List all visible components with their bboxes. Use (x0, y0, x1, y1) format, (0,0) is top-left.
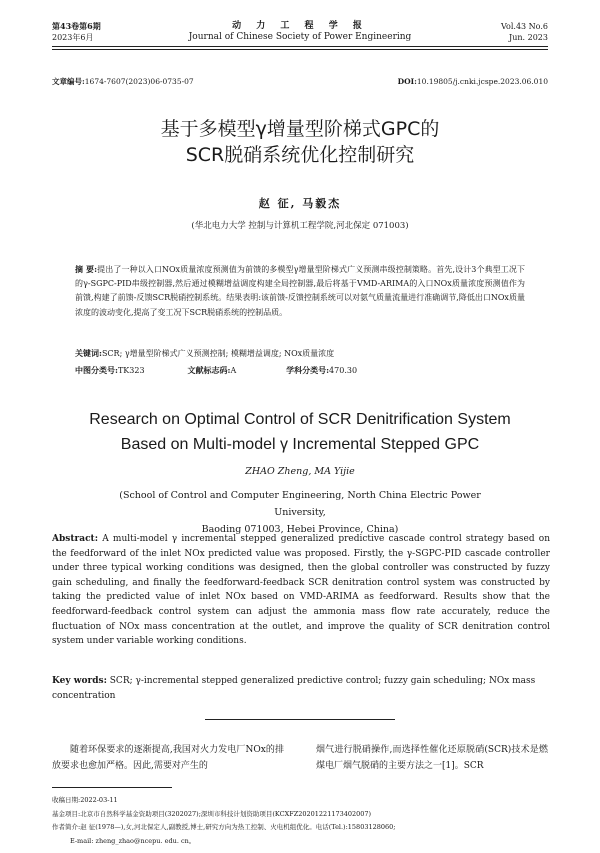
subject-code (286, 364, 357, 377)
volume-issue-en: Vol.43 No.6 (501, 22, 548, 31)
footnote-fund: 基金项目:北京市自然科学基金资助项目(3202027);深圳市科技计划资助项目(KCXFZ20201221173402007) (52, 809, 372, 818)
footnote-email: E-mail: zheng_zhao@ncepu. edu. cn。 (70, 836, 196, 845)
doc-code (188, 364, 284, 377)
keywords-cn-label: 关键词: (75, 348, 102, 358)
header-volume-cn (52, 21, 142, 43)
body-column-right: 烟气进行脱硝操作,而选择性催化还原脱硝(SCR)技术是燃煤电厂烟气脱硝的主要方法之一[1]。SCR (316, 745, 548, 771)
title-cn-line2: SCR脱硝系统优化控制研究 (185, 144, 415, 166)
journal-name-en: Journal of Chinese Society of Power Engineering (188, 32, 412, 42)
affiliation-en (100, 487, 500, 538)
doi-value: 10.19805/j.cnki.jcspe.2023.06.010 (416, 77, 548, 86)
footnotes (52, 794, 548, 848)
title-en (60, 407, 540, 457)
clc-label: 中图分类号: (75, 365, 118, 375)
header-rule-thin (52, 49, 548, 50)
keywords-cn-text: SCR; γ增量型阶梯式广义预测控制; 模糊增益调度; NOx质量浓度 (101, 349, 335, 358)
keywords-en-text: SCR; γ-incremental stepped generalized predictive control; fuzzy gain scheduling; NOx mass concentration (52, 676, 536, 701)
doc-code-value: A (230, 366, 237, 375)
abstract-en-label: Abstract: (52, 534, 99, 544)
section-divider (205, 719, 395, 720)
article-number (52, 77, 194, 87)
header-journal (150, 21, 450, 43)
title-en-line2: Based on Multi-model γ Incremental Stepped GPC (120, 436, 480, 453)
abstract-en-text: A multi-model γ incremental stepped generalized predictive cascade control strategy based on the feedforward of the inlet NOx predicted value was proposed. Firstly, the γ-SGPC-PID cascade controller under three typical working conditions was designed, then the global controller was constructed by fuzzy gain scheduling, and finally the feedforward-feedback SCR denitration control system was constructed by taking the predicted value of inlet NOx based on VMD-ARIMA as feedforward. Results show that the feedforward-feedback control system can adjust the ammonia mass flow rate accurately, reduce the fluctuation of NOx mass concentration at the outlet, and improve the quality of SCR denitration control system under variable working conditions. (52, 534, 550, 647)
volume-issue-cn: 第43卷第6期 (52, 21, 101, 31)
header-rule-thick (52, 46, 548, 47)
affiliation-en-line1: (School of Control and Computer Engineering, North China Electric Power University, (119, 490, 481, 518)
clc (75, 364, 185, 377)
authors-en: ZHAO Zheng, MA Yijie (245, 466, 355, 477)
classification (75, 364, 525, 377)
subject-code-value: 470.30 (329, 366, 358, 375)
article-number-label: 文章编号: (52, 77, 85, 86)
keywords-en-label: Key words: (52, 676, 107, 686)
date-cn: 2023年6月 (52, 33, 94, 42)
clc-value: TK323 (117, 366, 145, 375)
keywords-cn (75, 347, 525, 360)
footnote-rule (52, 787, 172, 788)
title-en-line1: Research on Optimal Control of SCR Denitrification System (89, 411, 511, 428)
subject-code-label: 学科分类号: (286, 365, 330, 375)
doc-code-label: 文献标志码: (187, 365, 231, 375)
footnote-author: 作者简介:赵 征(1978—),女,河北保定人,副教授,博士,研究方向为热工控制、火电机组优化。电话(Tel.):15803128060; (52, 823, 396, 831)
doi (398, 77, 548, 87)
abstract-cn-text: 提出了一种以入口NOx质量浓度预测值为前馈的多模型γ增量型阶梯式广义预测串级控制策略。首先,设计3个典型工况下的γ-SGPC-PID串级控制器,然后通过模糊增益调度构建全局控制器,最后将基于VMD-ARIMA的入口NOx质量浓度预测值作为前馈,构建了前馈-反馈SCR脱硝控制系统。结果表明:该前馈-反馈控制系统可以对氨气质量流量进行准确调节,降低出口NOx质量浓度的波动变化,提高了变工况下SCR脱硝系统的控制品质。 (75, 265, 525, 317)
journal-name-cn: 动 力 工 程 学 报 (232, 21, 368, 31)
article-number-value: 1674-7607(2023)06-0735-07 (84, 77, 194, 86)
keywords-en (52, 674, 550, 703)
doi-label: DOI: (397, 77, 417, 86)
date-en: Jun. 2023 (509, 33, 548, 42)
title-cn (60, 116, 540, 168)
body-column-left: 随着环保要求的逐渐提高,我国对火力发电厂NOx的排放要求也愈加严格。因此,需要对产生的 (52, 745, 284, 771)
abstract-cn (75, 262, 525, 320)
authors-cn: 赵 征, 马毅杰 (258, 197, 342, 210)
abstract-en (52, 532, 550, 649)
abstract-cn-label: 摘 要: (75, 264, 98, 274)
header-volume-en (501, 21, 548, 43)
footnote-received: 收稿日期:2022-03-11 (52, 796, 118, 804)
affiliation-en-line2: Baoding 071003, Hebei Province, China) (201, 524, 399, 535)
title-cn-line1: 基于多模型γ增量型阶梯式GPC的 (160, 118, 440, 140)
affiliation-cn: (华北电力大学 控制与计算机工程学院,河北保定 071003) (191, 221, 409, 231)
